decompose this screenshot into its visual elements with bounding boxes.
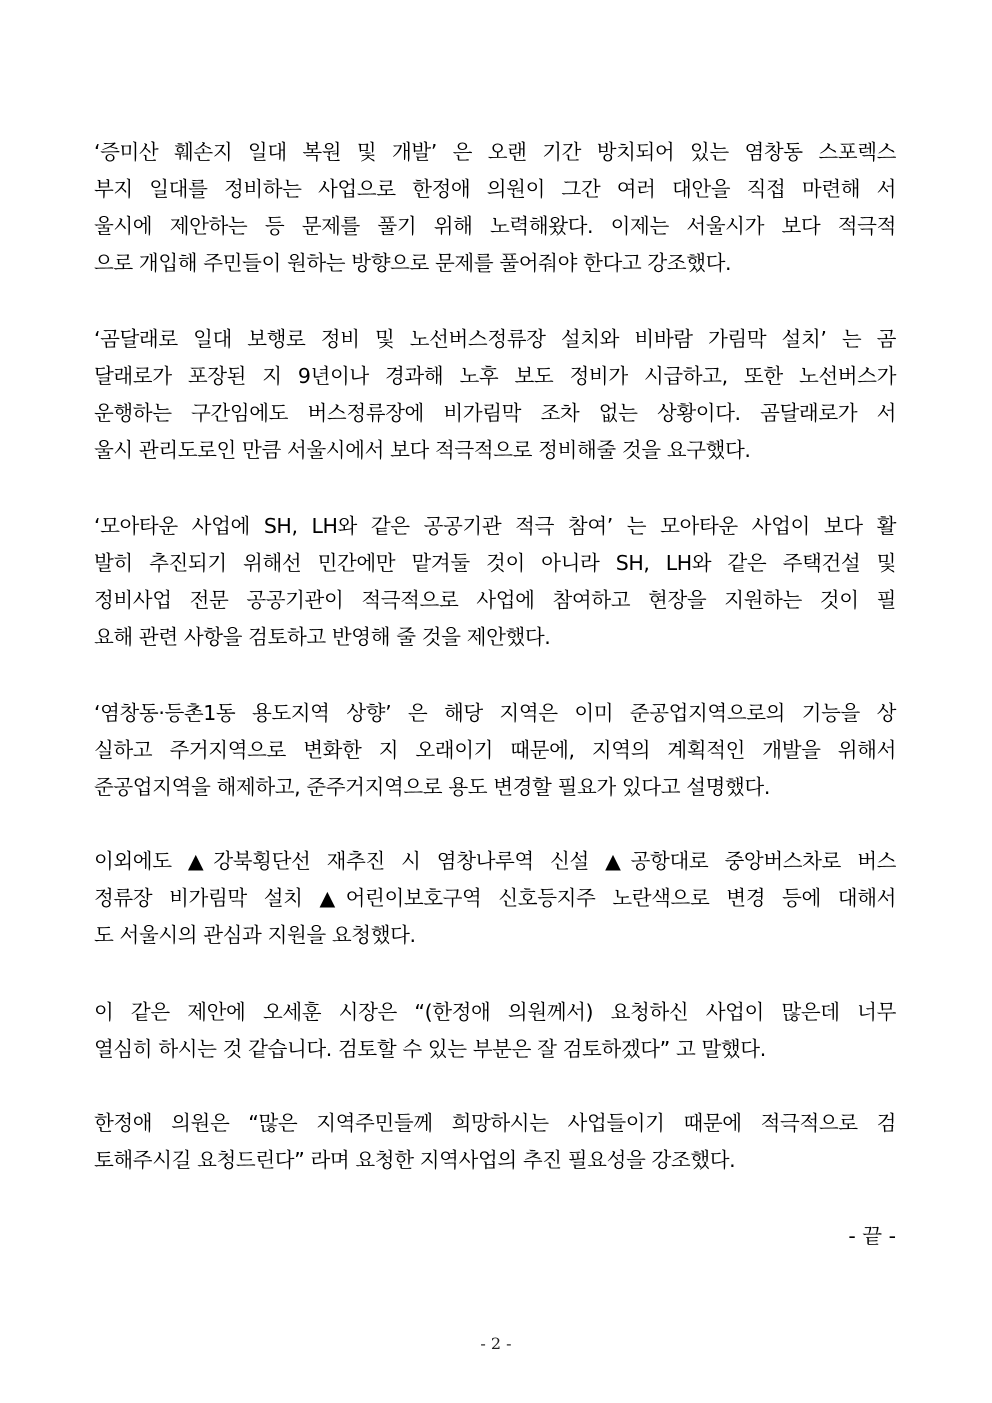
text-line: ‘곰달래로 일대 보행로 정비 및 노선버스정류장 설치와 비바람 가림막 설치’ 는 곰: [94, 327, 896, 351]
paragraph-moatown: [94, 508, 896, 656]
text-line: 발히 추진되기 위해선 민간에만 맡겨둘 것이 아니라 SH, LH와 같은 주택건설 및: [94, 551, 896, 575]
paragraph-jeungmisan: [94, 134, 896, 282]
text-line: ‘염창동·등촌1동 용도지역 상향’ 은 해당 지역은 이미 준공업지역으로의 기능을 상: [94, 701, 896, 725]
text-line: 정류장 비가림막 설치 ▲어린이보호구역 신호등지주 노란색으로 변경 등에 대해서: [94, 886, 896, 910]
text-line: 울시에 제안하는 등 문제를 풀기 위해 노력해왔다. 이제는 서울시가 보다 적극적: [94, 214, 896, 238]
text-line: 달래로가 포장된 지 9년이나 경과해 노후 보도 정비가 시급하고, 또한 노선버스가: [94, 364, 896, 388]
paragraph-gomdallaero: [94, 321, 896, 469]
text-line: 도 서울시의 관심과 지원을 요청했다.: [94, 923, 416, 947]
paragraph-additional-requests: [94, 843, 896, 954]
text-line: 한정애 의원은 “많은 지역주민들께 희망하시는 사업들이기 때문에 적극적으로 검: [94, 1111, 896, 1135]
text-line: 부지 일대를 정비하는 사업으로 한정애 의원이 그간 여러 대안을 직접 마련해 서: [94, 177, 896, 201]
text-line: 정비사업 전문 공공기관이 적극적으로 사업에 참여하고 현장을 지원하는 것이 필: [94, 588, 896, 612]
paragraph-zoning: [94, 695, 896, 806]
text-line: 열심히 하시는 것 같습니다. 검토할 수 있는 부분은 잘 검토하겠다” 고 말했다.: [94, 1037, 766, 1061]
text-line: 요해 관련 사항을 검토하고 반영해 줄 것을 제안했다.: [94, 625, 551, 649]
text-line: 이 같은 제안에 오세훈 시장은 “(한정애 의원께서) 요청하신 사업이 많은데 너무: [94, 1000, 896, 1024]
text-line: 토해주시길 요청드린다” 라며 요청한 지역사업의 추진 필요성을 강조했다.: [94, 1148, 736, 1172]
text-line: 울시 관리도로인 만큼 서울시에서 보다 적극적으로 정비해줄 것을 요구했다.: [94, 438, 751, 462]
text-line: 운행하는 구간임에도 버스정류장에 비가림막 조차 없는 상황이다. 곰달래로가 서: [94, 401, 896, 425]
end-mark: - 끝 -: [848, 1224, 896, 1248]
text-line: 준공업지역을 해제하고, 준주거지역으로 용도 변경할 필요가 있다고 설명했다.: [94, 775, 770, 799]
text-line: 이외에도 ▲강북횡단선 재추진 시 염창나루역 신설 ▲공항대로 중앙버스차로 버스: [94, 849, 896, 873]
text-line: 으로 개입해 주민들이 원하는 방향으로 문제를 풀어줘야 한다고 강조했다.: [94, 251, 732, 275]
text-line: ‘모아타운 사업에 SH, LH와 같은 공공기관 적극 참여’ 는 모아타운 사업이 보다 활: [94, 514, 896, 538]
text-line: ‘증미산 훼손지 일대 복원 및 개발’ 은 오랜 기간 방치되어 있는 염창동 스포렉스: [94, 140, 896, 164]
paragraph-mayor-response: [94, 994, 896, 1068]
paragraph-closing-remark: [94, 1105, 896, 1179]
text-line: 실하고 주거지역으로 변화한 지 오래이기 때문에, 지역의 계획적인 개발을 위해서: [94, 738, 896, 762]
page-number: - 2 -: [480, 1334, 512, 1353]
